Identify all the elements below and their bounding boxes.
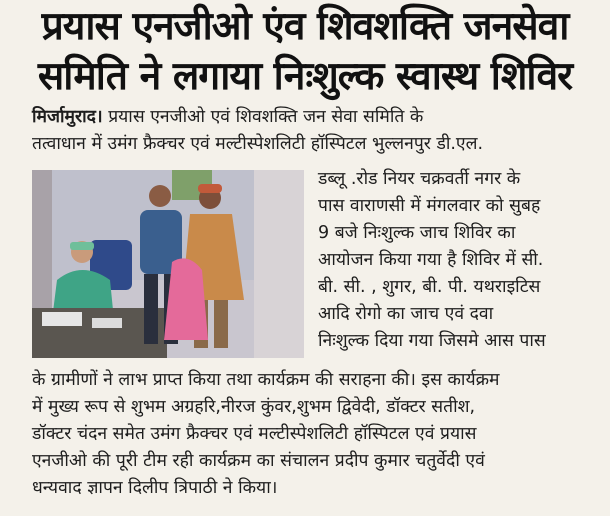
article-line-text: प्रयास एनजीओ एवं शिवशक्ति जन सेवा समिति के xyxy=(108,107,424,127)
article-line: 9 बजे निःशुल्क जाच शिविर का xyxy=(318,223,516,243)
medical-camp-photo xyxy=(32,170,304,358)
article-photo xyxy=(32,170,304,358)
article-line: निःशुल्क दिया गया जिसमे आस पास xyxy=(318,331,546,351)
dateline: मिर्जामुराद। xyxy=(32,107,103,127)
article-line: तत्वाधान में उमंग फ्रैक्चर एवं मल्टीस्पेशलिटी हॉस्पिटल भुल्लनपुर डी.एल. xyxy=(32,134,484,154)
article-line: आयोजन किया गया है शिविर में सी. xyxy=(318,250,544,270)
article-line: धन्यवाद ज्ञापन दिलीप त्रिपाठी ने किया। xyxy=(32,478,278,498)
article-line: डॉक्टर चंदन समेत उमंग फ्रैक्चर एवं मल्टीस्पेशलिटी हॉस्पिटल एवं प्रयास xyxy=(32,424,477,444)
article-line xyxy=(32,104,597,131)
article-line: बी. सी. , शुगर, बी. पी. यथराइटिस xyxy=(318,277,541,297)
article-line: में मुख्य रूप से शुभम अग्रहरि,नीरज कुंवर,शुभम द्विवेदी, डॉक्टर सतीश, xyxy=(32,397,476,417)
article-line: एनजीओ की पूरी टीम रही कार्यक्रम का संचालन प्रदीप कुमार चतुर्वेदी एवं xyxy=(32,451,485,471)
article-line: डब्लू .रोड नियर चक्रवर्ती नगर के xyxy=(318,169,521,189)
article-line: के ग्रामीणों ने लाभ प्राप्त किया तथा कार्यक्रम की सराहना की। इस कार्यक्रम xyxy=(32,370,500,390)
article-line: आदि रोगो का जाच एवं दवा xyxy=(318,304,494,324)
headline-line-2: समिति ने लगाया निःशुल्क स्वास्थ शिविर xyxy=(37,54,573,99)
article-line: पास वाराणसी में मंगलवार को सुबह xyxy=(318,196,541,216)
headline-line-1: प्रयास एनजीओ एंव शिवशक्ति जनसेवा xyxy=(41,4,569,49)
